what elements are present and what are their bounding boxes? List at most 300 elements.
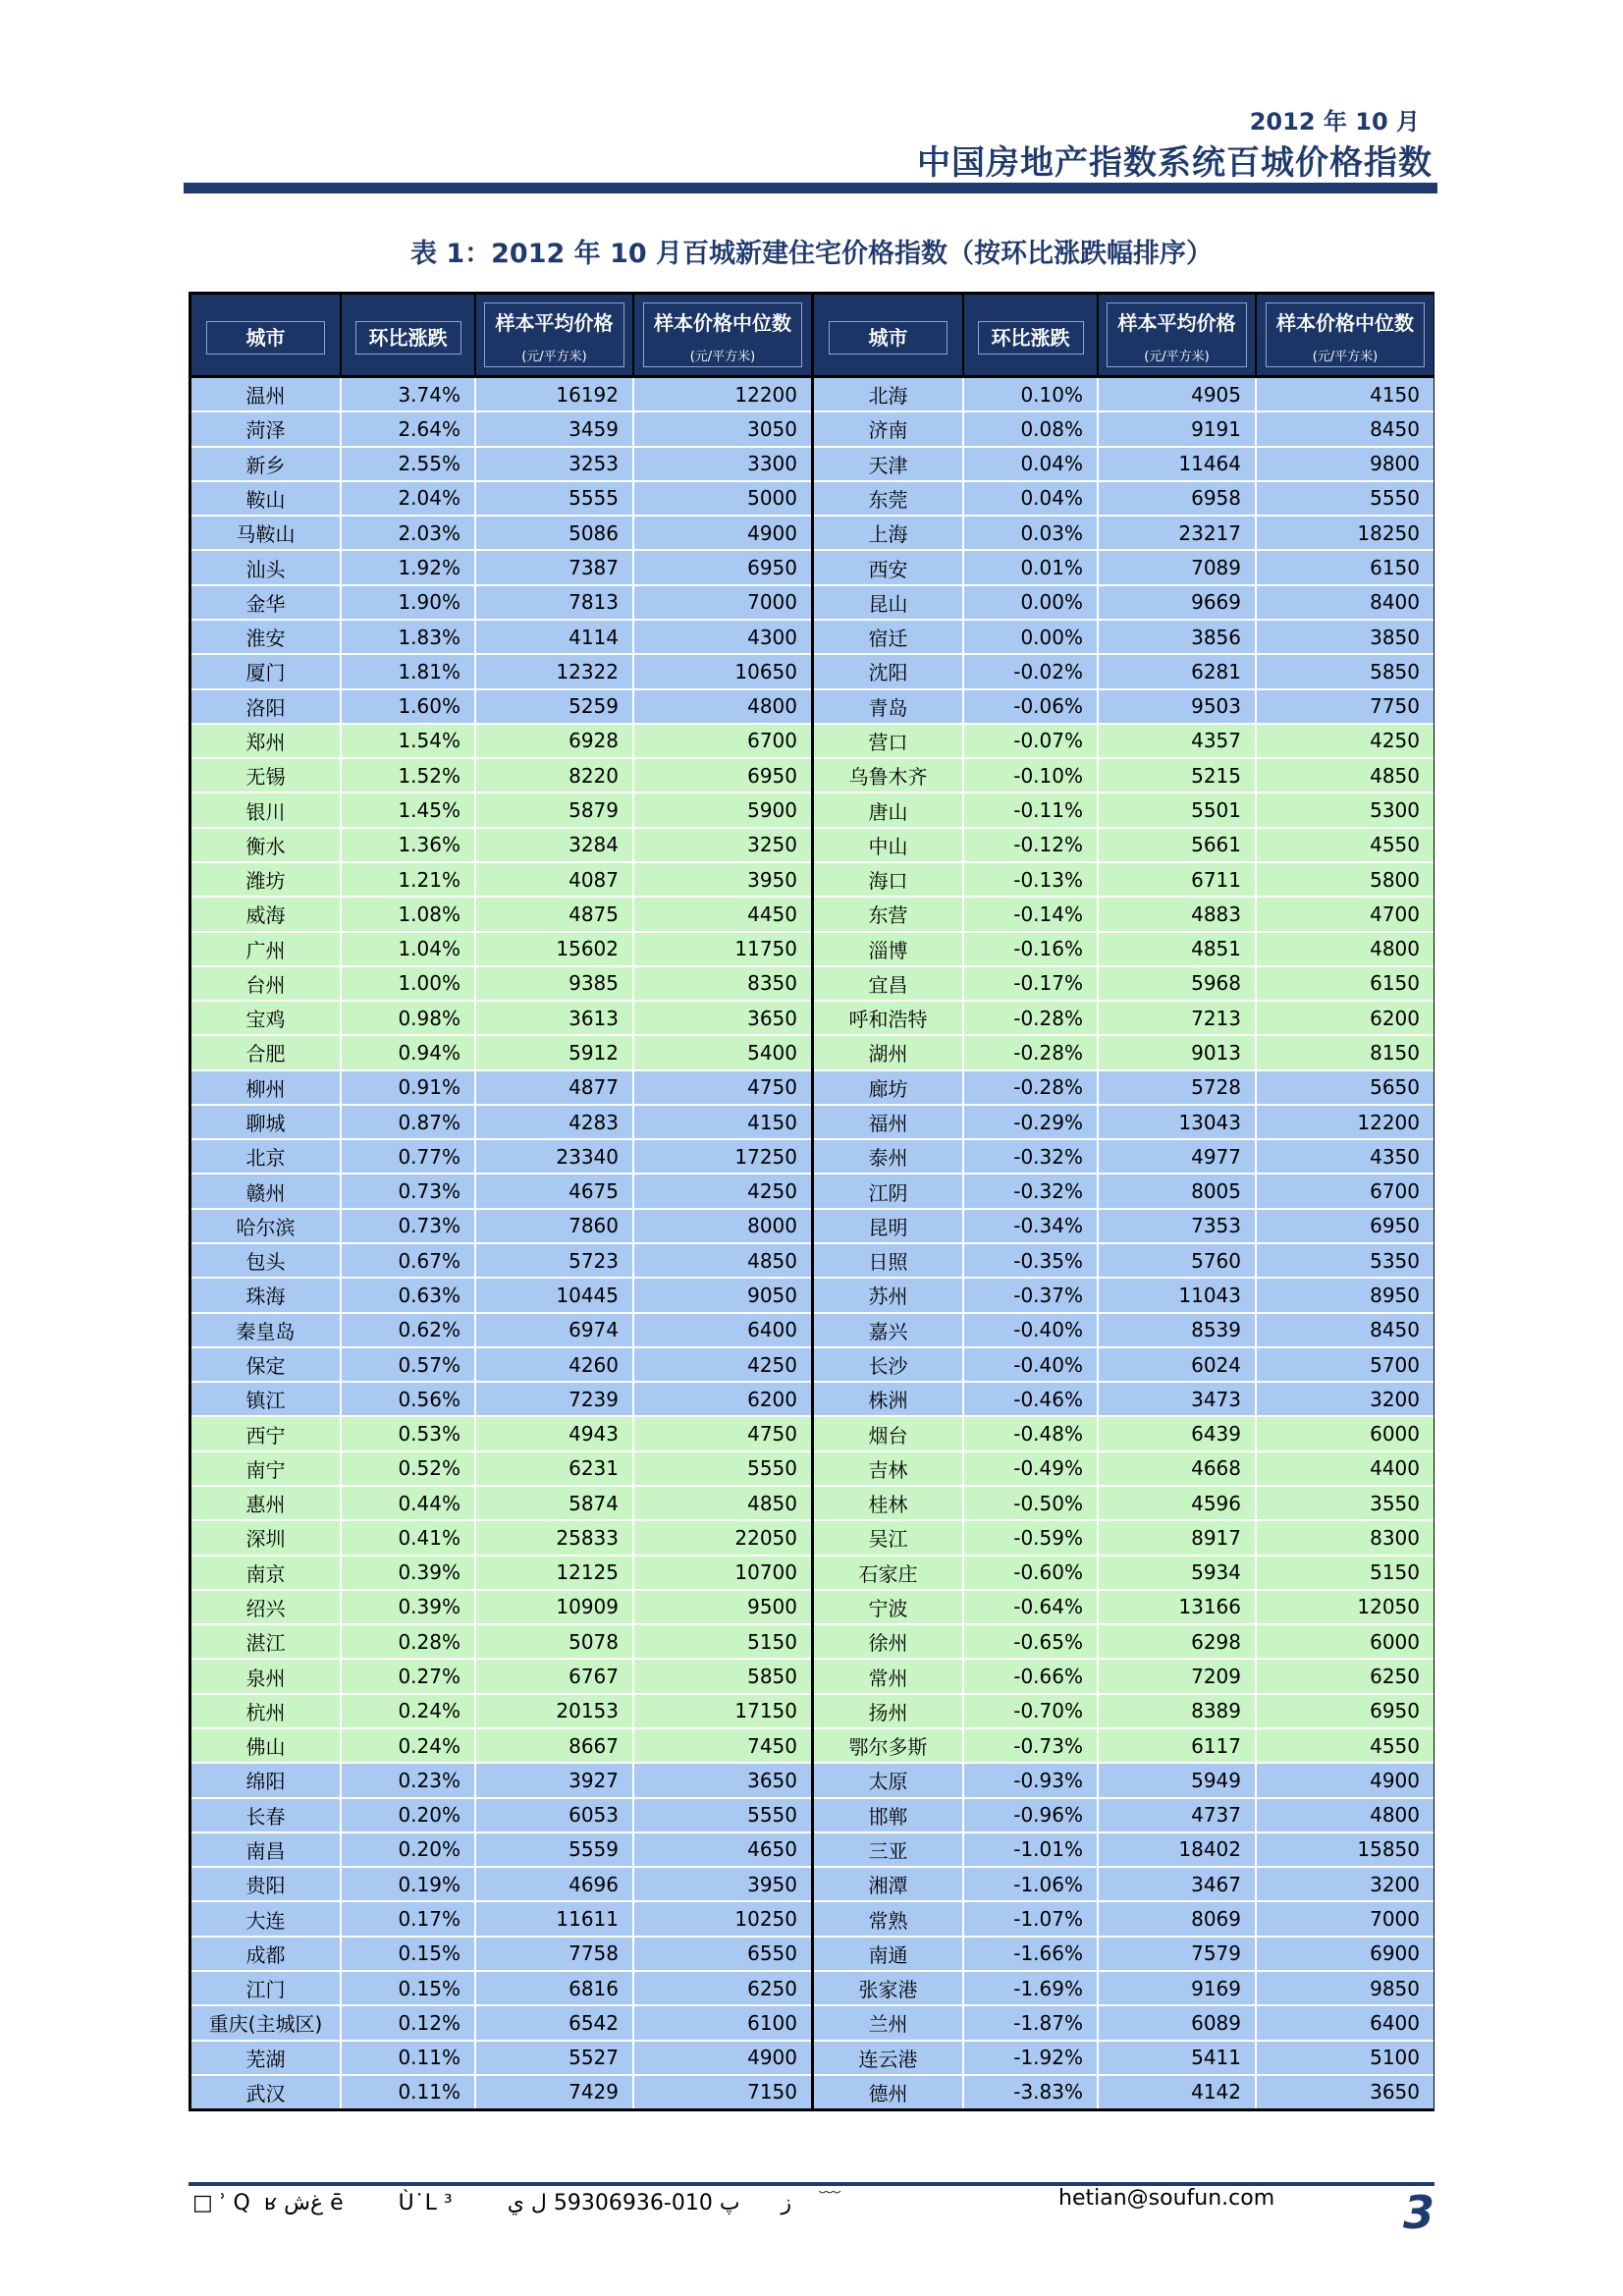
change-cell: -0.59% <box>964 1521 1099 1554</box>
change-cell: 2.55% <box>342 448 476 480</box>
change-cell: -1.06% <box>964 1868 1099 1900</box>
city-cell: 苏州 <box>814 1279 964 1311</box>
median-price-cell: 6900 <box>1370 1941 1420 1966</box>
median-price-cell: 5350 <box>1370 1248 1420 1273</box>
median-price-cell: 6950 <box>747 763 797 788</box>
city-cell: 邯郸 <box>814 1799 964 1831</box>
change-cell: -1.66% <box>964 1938 1099 1970</box>
city-cell: 天津 <box>814 448 964 480</box>
avg-price-cell: 6281 <box>1099 655 1257 687</box>
city-cell: 珠海 <box>191 1279 342 1311</box>
table-row <box>814 1140 1434 1175</box>
city-cell: 镇江 <box>191 1383 342 1415</box>
table-row <box>191 967 811 1002</box>
city-cell: 湛江 <box>191 1625 342 1658</box>
city-cell: 无锡 <box>191 759 342 792</box>
median-price-cell: 5700 <box>1370 1352 1420 1377</box>
median-price-cell: 6000 <box>1370 1629 1420 1654</box>
avg-price-cell: 3284 <box>476 829 634 861</box>
avg-price-cell: 8539 <box>1099 1314 1257 1346</box>
change-cell: 1.36% <box>342 829 476 861</box>
avg-price-cell: 7353 <box>1099 1210 1257 1242</box>
table-row <box>191 690 811 725</box>
table-row <box>191 1521 811 1556</box>
city-cell: 宿迁 <box>814 621 964 653</box>
change-cell: 0.15% <box>342 1938 476 1970</box>
city-cell: 济南 <box>814 412 964 445</box>
change-cell: -1.92% <box>964 2042 1099 2074</box>
header-avg-price: 样本平均价格 (元/平方米) <box>484 302 624 367</box>
median-price-cell: 3050 <box>747 416 797 441</box>
median-price-cell: 9050 <box>747 1283 797 1307</box>
median-price-cell: 4300 <box>747 625 797 649</box>
city-cell: 宁波 <box>814 1591 964 1623</box>
table-row <box>814 1764 1434 1798</box>
median-price-cell: 5150 <box>747 1629 797 1654</box>
median-price-cell: 3950 <box>747 867 797 892</box>
city-cell: 连云港 <box>814 2042 964 2074</box>
table-row <box>191 655 811 689</box>
median-price-cell: 3850 <box>1370 625 1420 649</box>
city-cell: 鞍山 <box>191 482 342 515</box>
avg-price-cell: 5760 <box>1099 1244 1257 1277</box>
city-cell: 杭州 <box>191 1695 342 1727</box>
median-price-cell: 3200 <box>1370 1387 1420 1411</box>
city-cell: 江阴 <box>814 1175 964 1207</box>
avg-price-cell: 7089 <box>1099 551 1257 583</box>
change-cell: -0.48% <box>964 1417 1099 1449</box>
change-cell: 0.08% <box>964 412 1099 445</box>
avg-price-cell: 25833 <box>476 1521 634 1554</box>
city-cell: 廊坊 <box>814 1071 964 1104</box>
table-row <box>814 1383 1434 1417</box>
median-price-cell: 6950 <box>1370 1214 1420 1238</box>
avg-price-cell: 4851 <box>1099 933 1257 965</box>
change-cell: 1.21% <box>342 863 476 896</box>
median-price-cell: 4800 <box>747 694 797 719</box>
header-title: 中国房地产指数系统百城价格指数 <box>917 143 1433 183</box>
median-price-cell: 6150 <box>1370 556 1420 580</box>
change-cell: -0.32% <box>964 1140 1099 1173</box>
avg-price-cell: 6816 <box>476 1972 634 2004</box>
median-price-cell: 4650 <box>747 1837 797 1862</box>
median-price-cell: 6700 <box>1370 1179 1420 1204</box>
city-cell: 南宁 <box>191 1452 342 1485</box>
median-price-cell: 3200 <box>1370 1872 1420 1896</box>
city-cell: 武汉 <box>191 2076 342 2108</box>
table-row <box>191 1244 811 1279</box>
table-row <box>191 1002 811 1036</box>
median-price-cell: 6700 <box>747 729 797 753</box>
change-cell: -0.02% <box>964 655 1099 687</box>
city-cell: 扬州 <box>814 1695 964 1727</box>
median-price-cell: 4350 <box>1370 1144 1420 1169</box>
median-price-cell: 4750 <box>747 1075 797 1100</box>
change-cell: 2.04% <box>342 482 476 515</box>
table-left-half <box>191 295 814 2108</box>
city-cell: 三亚 <box>814 1833 964 1866</box>
change-cell: 1.92% <box>342 551 476 583</box>
city-cell: 鄂尔多斯 <box>814 1729 964 1762</box>
change-cell: 1.52% <box>342 759 476 792</box>
median-price-cell: 4250 <box>1370 729 1420 753</box>
table-row <box>191 1972 811 2006</box>
avg-price-cell: 4283 <box>476 1106 634 1138</box>
change-cell: -0.65% <box>964 1625 1099 1658</box>
median-price-cell: 4150 <box>747 1110 797 1134</box>
city-cell: 佛山 <box>191 1729 342 1762</box>
change-cell: 0.12% <box>342 2006 476 2039</box>
change-cell: 0.77% <box>342 1140 476 1173</box>
table-row <box>191 1383 811 1417</box>
change-cell: 0.39% <box>342 1557 476 1589</box>
table-row <box>191 448 811 482</box>
avg-price-cell: 5555 <box>476 482 634 515</box>
city-cell: 菏泽 <box>191 412 342 445</box>
table-row <box>191 933 811 967</box>
table-row <box>191 1660 811 1694</box>
median-price-cell: 5650 <box>1370 1075 1420 1100</box>
header-date: 2012 年 10 月 <box>1249 108 1420 136</box>
median-price-cell: 9850 <box>1370 1976 1420 2000</box>
change-cell: 1.90% <box>342 586 476 619</box>
avg-price-cell: 4357 <box>1099 725 1257 757</box>
table-caption: 表 1：2012 年 10 月百城新建住宅价格指数（按环比涨跌幅排序） <box>409 239 1214 269</box>
table-row <box>191 1348 811 1383</box>
table-row <box>191 1279 811 1313</box>
avg-price-cell: 4675 <box>476 1175 634 1207</box>
change-cell: -0.17% <box>964 967 1099 1000</box>
table-row <box>814 863 1434 898</box>
median-price-cell: 5150 <box>1370 1560 1420 1585</box>
city-cell: 银川 <box>191 793 342 826</box>
city-cell: 淮安 <box>191 621 342 653</box>
change-cell: 0.87% <box>342 1106 476 1138</box>
city-cell: 青岛 <box>814 690 964 723</box>
change-cell: -0.29% <box>964 1106 1099 1138</box>
median-price-cell: 6000 <box>1370 1422 1420 1447</box>
table-row <box>814 621 1434 655</box>
avg-price-cell: 7579 <box>1099 1938 1257 1970</box>
avg-price-cell: 13166 <box>1099 1591 1257 1623</box>
table-body-left <box>191 378 811 2108</box>
median-price-cell: 6250 <box>747 1976 797 2000</box>
median-price-cell: 4750 <box>747 1422 797 1447</box>
avg-price-cell: 8220 <box>476 759 634 792</box>
median-price-cell: 3650 <box>747 1768 797 1792</box>
change-cell: 0.01% <box>964 551 1099 583</box>
avg-price-cell: 9013 <box>1099 1036 1257 1068</box>
table-row <box>191 1902 811 1937</box>
avg-price-cell: 7239 <box>476 1383 634 1415</box>
median-price-cell: 10700 <box>734 1560 797 1585</box>
median-price-cell: 3650 <box>747 1006 797 1030</box>
city-cell: 西宁 <box>191 1417 342 1449</box>
avg-price-cell: 11611 <box>476 1902 634 1935</box>
change-cell: 0.27% <box>342 1660 476 1692</box>
header-avg-unit: (元/平方米) <box>1144 350 1210 364</box>
city-cell: 深圳 <box>191 1521 342 1554</box>
avg-price-cell: 3613 <box>476 1002 634 1034</box>
median-price-cell: 3950 <box>747 1872 797 1896</box>
avg-price-cell: 10909 <box>476 1591 634 1623</box>
table-row <box>191 551 811 585</box>
change-cell: 0.20% <box>342 1799 476 1831</box>
table-row <box>814 1625 1434 1660</box>
change-cell: -0.70% <box>964 1695 1099 1727</box>
median-price-cell: 8450 <box>1370 1318 1420 1342</box>
median-price-cell: 8000 <box>747 1214 797 1238</box>
avg-price-cell: 5527 <box>476 2042 634 2074</box>
median-price-cell: 4150 <box>1370 382 1420 407</box>
median-price-cell: 4800 <box>1370 937 1420 961</box>
change-cell: 0.44% <box>342 1487 476 1519</box>
table-row <box>191 1868 811 1902</box>
table-right-half <box>814 295 1434 2108</box>
median-price-cell: 9500 <box>747 1595 797 1619</box>
table-row <box>814 1938 1434 1972</box>
table-row <box>191 759 811 793</box>
avg-price-cell: 6053 <box>476 1799 634 1831</box>
avg-price-cell: 7758 <box>476 1938 634 1970</box>
change-cell: -0.40% <box>964 1314 1099 1346</box>
table-row <box>191 621 811 655</box>
change-cell: 1.54% <box>342 725 476 757</box>
city-cell: 重庆(主城区) <box>191 2006 342 2039</box>
avg-price-cell: 4875 <box>476 898 634 930</box>
median-price-cell: 15850 <box>1357 1837 1420 1862</box>
avg-price-cell: 5934 <box>1099 1557 1257 1589</box>
table-row <box>191 725 811 759</box>
avg-price-cell: 11464 <box>1099 448 1257 480</box>
change-cell: 1.60% <box>342 690 476 723</box>
avg-price-cell: 4696 <box>476 1868 634 1900</box>
change-cell: 3.74% <box>342 378 476 410</box>
median-price-cell: 18250 <box>1357 520 1420 545</box>
table-row <box>814 793 1434 828</box>
table-row <box>191 1764 811 1798</box>
page-number: 3 <box>1402 2186 1434 2239</box>
city-cell: 保定 <box>191 1348 342 1381</box>
median-price-cell: 5550 <box>1370 486 1420 511</box>
table-row <box>814 1106 1434 1140</box>
median-price-cell: 7450 <box>747 1733 797 1758</box>
change-cell: -1.69% <box>964 1972 1099 2004</box>
avg-price-cell: 15602 <box>476 933 634 965</box>
city-cell: 常州 <box>814 1660 964 1692</box>
city-cell: 福州 <box>814 1106 964 1138</box>
median-price-cell: 5850 <box>1370 659 1420 683</box>
avg-price-cell: 10445 <box>476 1279 634 1311</box>
header-median-unit: (元/平方米) <box>1312 350 1379 364</box>
change-cell: 0.52% <box>342 1452 476 1485</box>
median-price-cell: 7750 <box>1370 694 1420 719</box>
median-price-cell: 8450 <box>1370 416 1420 441</box>
avg-price-cell: 18402 <box>1099 1833 1257 1866</box>
avg-price-cell: 5874 <box>476 1487 634 1519</box>
median-price-cell: 5400 <box>747 1040 797 1065</box>
table-row <box>191 1036 811 1070</box>
city-cell: 东莞 <box>814 482 964 515</box>
table-row <box>814 1557 1434 1591</box>
table-row <box>814 2006 1434 2041</box>
change-cell: -0.64% <box>964 1591 1099 1623</box>
median-price-cell: 7000 <box>1370 1907 1420 1932</box>
city-cell: 日照 <box>814 1244 964 1277</box>
city-cell: 潍坊 <box>191 863 342 896</box>
table-row <box>191 1833 811 1868</box>
change-cell: 0.20% <box>342 1833 476 1866</box>
header-median-price: 样本价格中位数 (元/平方米) <box>643 302 802 367</box>
city-cell: 嘉兴 <box>814 1314 964 1346</box>
city-cell: 北海 <box>814 378 964 410</box>
city-cell: 兰州 <box>814 2006 964 2039</box>
change-cell: 0.39% <box>342 1591 476 1623</box>
change-cell: 2.64% <box>342 412 476 445</box>
city-cell: 柳州 <box>191 1071 342 1104</box>
city-cell: 海口 <box>814 863 964 896</box>
change-cell: -1.01% <box>964 1833 1099 1866</box>
city-cell: 长春 <box>191 1799 342 1831</box>
avg-price-cell: 4877 <box>476 1071 634 1104</box>
avg-price-cell: 12322 <box>476 655 634 687</box>
median-price-cell: 6950 <box>747 556 797 580</box>
table-row <box>191 412 811 447</box>
avg-price-cell: 7429 <box>476 2076 634 2108</box>
city-cell: 南京 <box>191 1557 342 1589</box>
table-row <box>191 1557 811 1591</box>
median-price-cell: 4250 <box>747 1352 797 1377</box>
city-cell: 泉州 <box>191 1660 342 1692</box>
table-row <box>191 517 811 551</box>
table-row <box>814 482 1434 517</box>
table-row <box>814 725 1434 759</box>
avg-price-cell: 4114 <box>476 621 634 653</box>
table-row <box>814 1071 1434 1106</box>
table-row <box>814 2076 1434 2108</box>
median-price-cell: 4800 <box>1370 1803 1420 1828</box>
avg-price-cell: 4737 <box>1099 1799 1257 1831</box>
change-cell: 1.81% <box>342 655 476 687</box>
median-price-cell: 12200 <box>734 382 797 407</box>
city-cell: 合肥 <box>191 1036 342 1068</box>
avg-price-cell: 4883 <box>1099 898 1257 930</box>
avg-price-cell: 4142 <box>1099 2076 1257 2108</box>
avg-price-cell: 4596 <box>1099 1487 1257 1519</box>
city-cell: 南昌 <box>191 1833 342 1866</box>
table-row <box>814 759 1434 793</box>
change-cell: -0.10% <box>964 759 1099 792</box>
avg-price-cell: 3856 <box>1099 621 1257 653</box>
avg-price-cell: 5723 <box>476 1244 634 1277</box>
city-cell: 赣州 <box>191 1175 342 1207</box>
median-price-cell: 5550 <box>747 1803 797 1828</box>
city-cell: 秦皇岛 <box>191 1314 342 1346</box>
city-cell: 厦门 <box>191 655 342 687</box>
table-row <box>191 482 811 517</box>
table-row <box>814 1972 1434 2006</box>
median-price-cell: 4850 <box>747 1491 797 1515</box>
change-cell: 0.53% <box>342 1417 476 1449</box>
median-price-cell: 3550 <box>1370 1491 1420 1515</box>
table-row <box>191 1210 811 1244</box>
avg-price-cell: 3467 <box>1099 1868 1257 1900</box>
table-row <box>191 1314 811 1348</box>
change-cell: 0.24% <box>342 1729 476 1762</box>
table-row <box>814 1002 1434 1036</box>
median-price-cell: 8300 <box>1370 1525 1420 1550</box>
table-row <box>814 378 1434 412</box>
avg-price-cell: 5215 <box>1099 759 1257 792</box>
avg-price-cell: 4905 <box>1099 378 1257 410</box>
avg-price-cell: 5559 <box>476 1833 634 1866</box>
avg-price-cell: 4260 <box>476 1348 634 1381</box>
table-row <box>814 1417 1434 1451</box>
city-cell: 湘潭 <box>814 1868 964 1900</box>
avg-price-cell: 6439 <box>1099 1417 1257 1449</box>
table-row <box>191 1175 811 1209</box>
avg-price-cell: 5661 <box>1099 829 1257 861</box>
avg-price-cell: 9385 <box>476 967 634 1000</box>
table-row <box>814 1695 1434 1729</box>
median-price-cell: 3300 <box>747 452 797 476</box>
change-cell: 0.41% <box>342 1521 476 1554</box>
avg-price-cell: 6089 <box>1099 2006 1257 2039</box>
city-cell: 徐州 <box>814 1625 964 1658</box>
avg-price-cell: 8667 <box>476 1729 634 1762</box>
change-cell: -0.12% <box>964 829 1099 861</box>
avg-price-cell: 13043 <box>1099 1106 1257 1138</box>
city-cell: 吴江 <box>814 1521 964 1554</box>
avg-price-cell: 23217 <box>1099 517 1257 549</box>
avg-price-cell: 5411 <box>1099 2042 1257 2074</box>
change-cell: -0.49% <box>964 1452 1099 1485</box>
city-cell: 衡水 <box>191 829 342 861</box>
change-cell: 0.67% <box>342 1244 476 1277</box>
median-price-cell: 6400 <box>1370 2010 1420 2035</box>
table-row <box>191 586 811 621</box>
avg-price-cell: 5086 <box>476 517 634 549</box>
city-cell: 威海 <box>191 898 342 930</box>
change-cell: 0.11% <box>342 2076 476 2108</box>
city-cell: 东营 <box>814 898 964 930</box>
city-cell: 宝鸡 <box>191 1002 342 1034</box>
avg-price-cell: 6958 <box>1099 482 1257 515</box>
avg-price-cell: 3459 <box>476 412 634 445</box>
change-cell: -0.11% <box>964 793 1099 826</box>
change-cell: 1.04% <box>342 933 476 965</box>
change-cell: -1.87% <box>964 2006 1099 2039</box>
city-cell: 吉林 <box>814 1452 964 1485</box>
city-cell: 烟台 <box>814 1417 964 1449</box>
median-price-cell: 6100 <box>747 2010 797 2035</box>
median-price-cell: 4400 <box>1370 1456 1420 1481</box>
table-row <box>814 1348 1434 1383</box>
header-city: 城市 <box>206 321 325 355</box>
median-price-cell: 10250 <box>734 1907 797 1932</box>
change-cell: -0.60% <box>964 1557 1099 1589</box>
median-price-cell: 4550 <box>1370 1733 1420 1758</box>
change-cell: 0.04% <box>964 448 1099 480</box>
city-cell: 昆山 <box>814 586 964 619</box>
change-cell: -0.13% <box>964 863 1099 896</box>
change-cell: 1.08% <box>342 898 476 930</box>
median-price-cell: 4700 <box>1370 902 1420 926</box>
city-cell: 乌鲁木齐 <box>814 759 964 792</box>
avg-price-cell: 6974 <box>476 1314 634 1346</box>
avg-price-cell: 6298 <box>1099 1625 1257 1658</box>
table-row <box>814 1244 1434 1279</box>
